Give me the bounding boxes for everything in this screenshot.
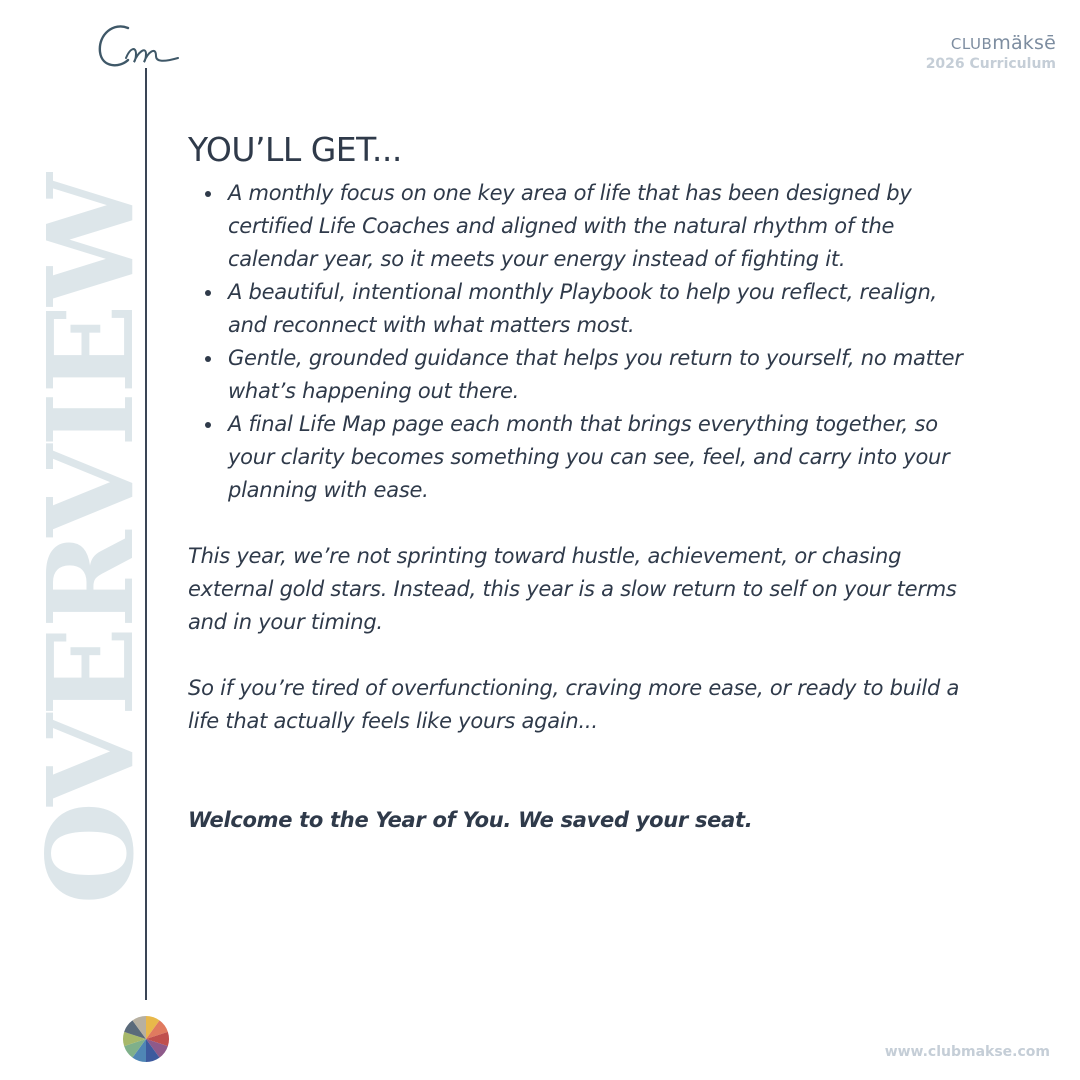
monogram-logo (94, 18, 184, 74)
brand-block (926, 34, 1056, 72)
benefit-item (228, 408, 968, 507)
bullet-dot-icon (205, 191, 211, 197)
main-content (188, 130, 968, 837)
benefit-text: A monthly focus on one key area of life that has been designed by certified Life Coaches and aligned with the natural rhythm of the calendar year, so it meets your energy instead of fighting it. (228, 181, 912, 271)
color-wheel-icon (122, 1015, 170, 1063)
side-title: OVERVIEW (21, 175, 160, 905)
website-url: www.clubmakse.com (884, 1044, 1050, 1060)
benefit-item (228, 177, 968, 276)
bullet-dot-icon (205, 422, 211, 428)
benefit-item (228, 276, 968, 342)
benefit-text: Gentle, grounded guidance that helps you return to yourself, no matter what’s happening out there. (228, 346, 963, 403)
closing-statement: Welcome to the Year of You. We saved your seat. (188, 808, 753, 832)
brand-club: CLUB (950, 35, 993, 53)
benefit-list (188, 177, 968, 507)
brand-name (926, 34, 1056, 53)
benefit-text: A beautiful, intentional monthly Playbook to help you reflect, realign, and reconnect with what matters most. (228, 280, 937, 337)
bullet-dot-icon (205, 356, 211, 362)
page-heading: YOU’LL GET... (188, 130, 402, 169)
brand-subtitle: 2026 Curriculum (925, 56, 1056, 72)
paragraph-year-intent: This year, we’re not sprinting toward hustle, achievement, or chasing external gold stars. Instead, this year is a slow return to self on your terms and in your timing. (188, 544, 957, 634)
benefit-text: A final Life Map page each month that brings everything together, so your clarity becomes something you can see, feel, and carry into your planning with ease. (228, 412, 950, 502)
brand-wordmark: mäksē (992, 32, 1056, 54)
paragraph-invitation: So if you’re tired of overfunctioning, craving more ease, or ready to build a life that actually feels like yours again... (188, 676, 960, 733)
bullet-dot-icon (205, 290, 211, 296)
benefit-item (228, 342, 968, 408)
